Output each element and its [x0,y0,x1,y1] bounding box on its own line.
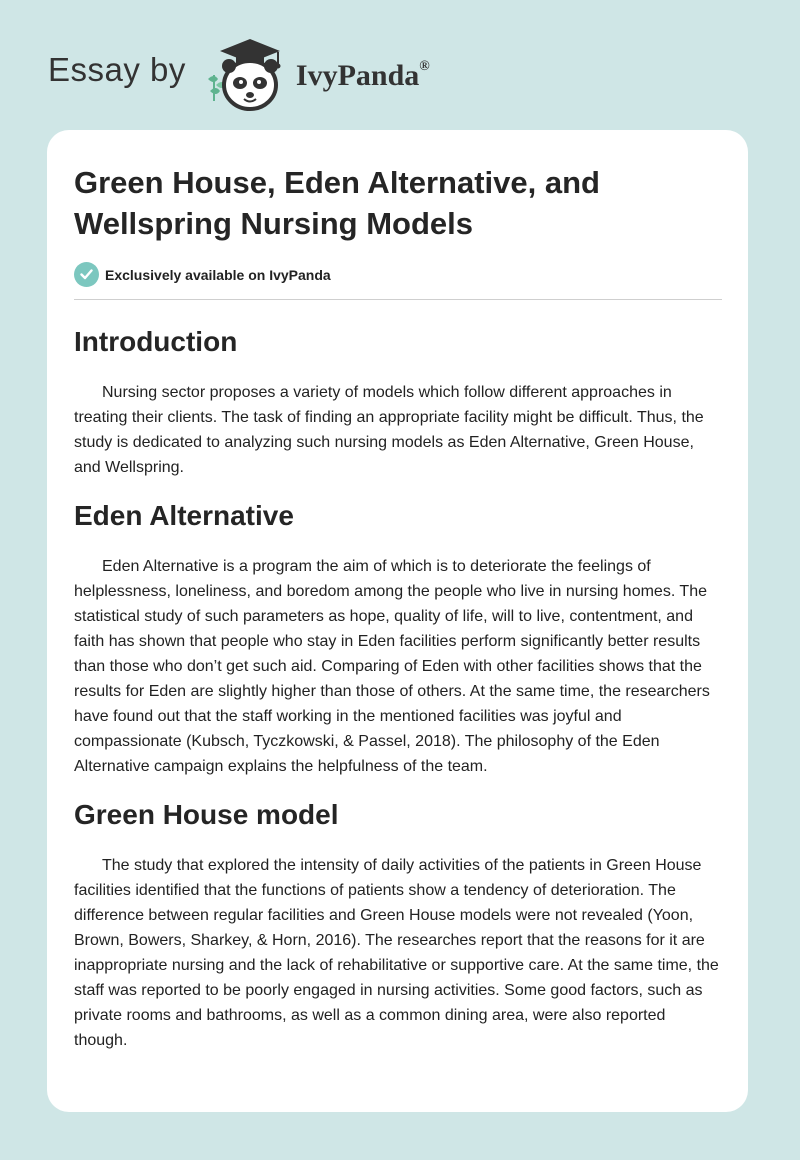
ivypanda-logo-icon[interactable] [200,35,292,113]
section-text-introduction: Nursing sector proposes a variety of models which follow different approaches in treating their clients. The task of finding an appropriate facility might be difficult. Thus, the study is dedicated to analyzing such nursing models as Eden Alternative, Green House, and Wellspring. [74,384,704,476]
title-divider [74,299,722,300]
trademark-symbol: ® [419,59,430,74]
check-circle-icon [74,262,99,287]
section-heading-introduction: Introduction [74,326,238,357]
section-heading-eden-alternative: Eden Alternative [74,500,294,531]
brand-text: IvyPanda [295,59,420,92]
brand-name[interactable] [296,59,430,93]
essay-by-label: Essay by [48,51,186,88]
article-card [47,130,748,1112]
section-heading-green-house: Green House model [74,799,339,830]
section-text-green-house: The study that explored the intensity of daily activities of the patients in Green House facilities identified that the functions of patients show a tendency of deterioration. The difference between regular facilities and Green House models were not revealed (Yoon, Brown, Bowers, Sharkey, & Horn, 2016). The researches report that the reasons for it are inappropriate nursing and the lack of rehabilitative or supportive care. At the same time, the staff was reported to be poorly engaged in nursing activities. Some good factors, such as private rooms and bathrooms, as well as a common dining area, were also reported though. [74,857,719,1049]
exclusive-badge [74,262,722,287]
article-title: Green House, Eden Alternative, and Wellspring Nursing Models [74,165,600,241]
exclusive-badge-text: Exclusively available on IvyPanda [105,266,331,283]
section-text-eden-alternative: Eden Alternative is a program the aim of which is to deteriorate the feelings of helplessness, loneliness, and boredom among the people who live in nursing homes. The statistical study of such parameters as hope, quality of life, will to live, contentment, and faith has shown that people who stay in Eden facilities perform significantly better results than those who don’t get such aid. Comparing of Eden with other facilities shows that the results for Eden are slightly higher than those of others. At the same time, the researchers have found out that the staff working in the mentioned facilities was joyful and compassionate (Kubsch, Tyczkowski, & Passel, 2018). The philosophy of the Eden Alternative campaign explains the helpfulness of the team. [74,558,710,775]
site-header [48,34,430,114]
